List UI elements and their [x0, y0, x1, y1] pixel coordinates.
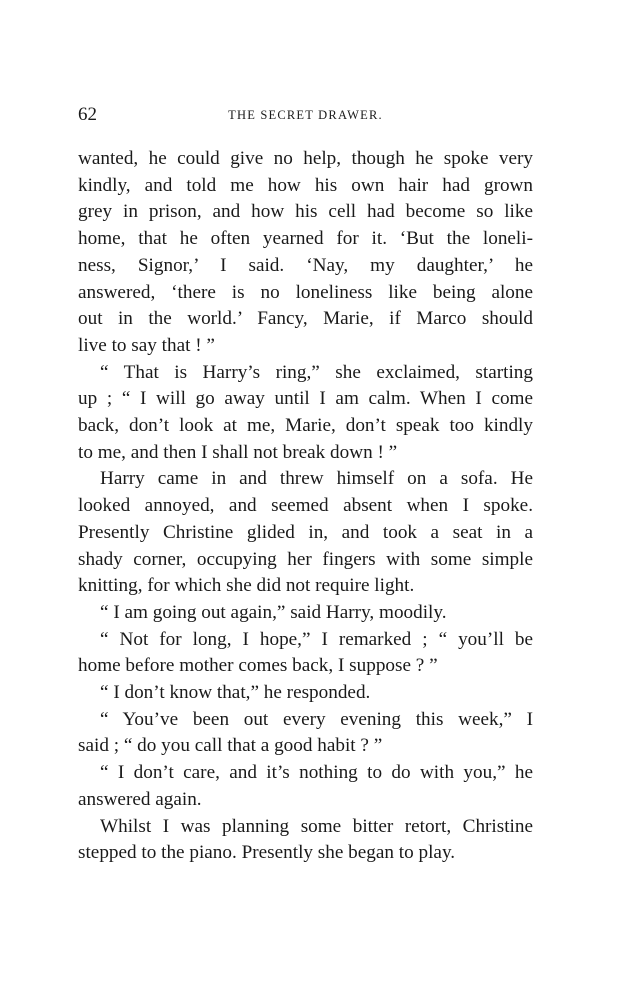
text-line: looked annoyed, and seemed absent when I spoke.: [78, 495, 533, 517]
text-line: ness, Signor,’ I said. ‘Nay, my daughter,’ he: [78, 254, 533, 276]
text-line: out in the world.’ Fancy, Marie, if Marco should: [78, 308, 533, 330]
paragraph: [78, 760, 533, 813]
text-line: shady corner, occupying her fingers with some simple: [78, 548, 533, 570]
paragraph: [78, 680, 533, 707]
text-line: “ You’ve been out every evening this week,” I: [100, 708, 533, 730]
page-number: 62: [78, 104, 97, 125]
text-line: knitting, for which she did not require light.: [78, 575, 415, 597]
paragraph: [78, 146, 533, 360]
text-line: Whilst I was planning some bitter retort, Christine: [100, 815, 533, 837]
text-line: kindly, and told me how his own hair had grown: [78, 174, 533, 196]
text-line: “ I am going out again,” said Harry, moodily.: [100, 601, 447, 623]
page-header: [78, 104, 533, 128]
text-line: “ That is Harry’s ring,” she exclaimed, starting: [100, 361, 533, 383]
paragraph: [78, 600, 533, 627]
text-line: “ Not for long, I hope,” I remarked ; “ you’ll be: [100, 628, 533, 650]
paragraph: [78, 627, 533, 680]
paragraph: [78, 360, 533, 467]
text-line: said ; “ do you call that a good habit ? ”: [78, 735, 383, 757]
text-line: back, don’t look at me, Marie, don’t speak too kindly: [78, 415, 533, 437]
body-text: [78, 146, 533, 867]
text-line: Presently Christine glided in, and took a seat in a: [78, 521, 533, 543]
text-line: grey in prison, and how his cell had become so like: [78, 201, 533, 223]
text-line: home, that he often yearned for it. ‘But the loneli-: [78, 228, 533, 250]
text-line: live to say that ! ”: [78, 334, 215, 356]
text-line: “ I don’t care, and it’s nothing to do with you,” he: [100, 762, 533, 784]
text-line: stepped to the piano. Presently she began to play.: [78, 842, 456, 864]
text-line: to me, and then I shall not break down ! ”: [78, 441, 398, 463]
text-line: wanted, he could give no help, though he spoke very: [78, 148, 533, 169]
text-line: Harry came in and threw himself on a sofa. He: [100, 468, 533, 490]
paragraph: [78, 814, 533, 867]
paragraph: [78, 707, 533, 760]
text-line: home before mother comes back, I suppose ? ”: [78, 655, 438, 677]
running-title: THE SECRET DRAWER.: [228, 108, 383, 122]
paragraph: [78, 466, 533, 600]
text-line: answered, ‘there is no loneliness like being alone: [78, 281, 533, 303]
text-line: answered again.: [78, 788, 202, 810]
text-line: up ; “ I will go away until I am calm. When I come: [78, 388, 533, 410]
text-line: “ I don’t know that,” he responded.: [100, 682, 371, 704]
